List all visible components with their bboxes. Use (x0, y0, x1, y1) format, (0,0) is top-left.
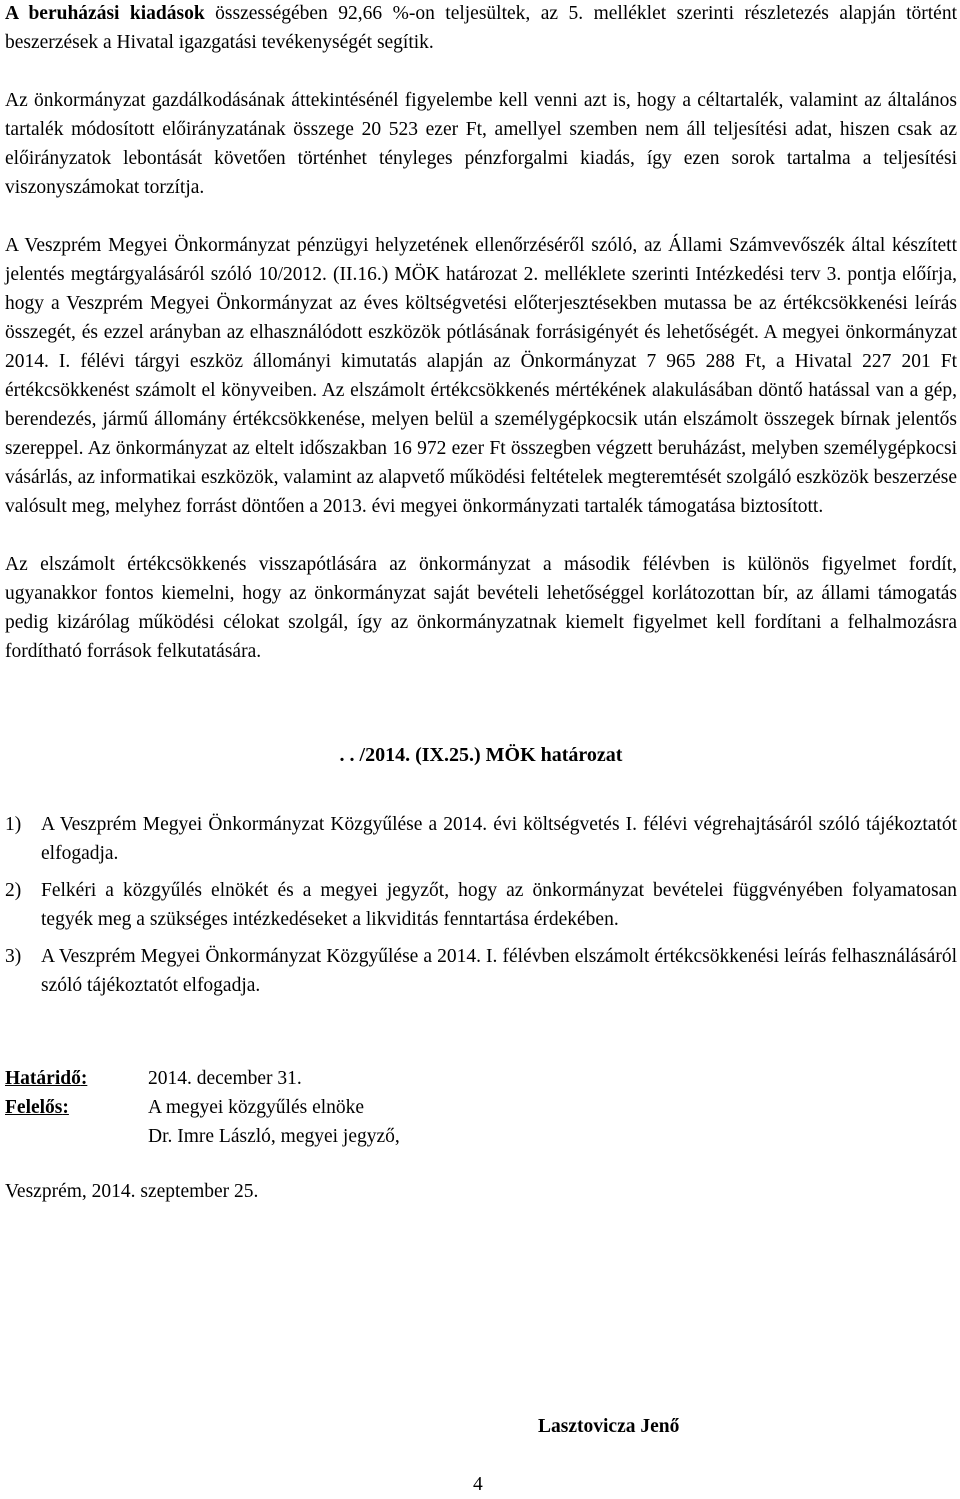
paragraph-investment (5, 0, 957, 57)
resolution-item (5, 876, 957, 934)
deadline-value: 2014. december 31. (148, 1068, 302, 1089)
item-number: 3) (5, 946, 22, 967)
item-text: A Veszprém Megyei Önkormányzat Közgyűlése a 2014. I. félévben elszámolt értékcsökkenési leírás felhasználásáról szóló tájékoztatót elfogadja. (41, 946, 957, 996)
paragraph-reserves: Az önkormányzat gazdálkodásának áttekintésénél figyelembe kell venni azt is, hogy a céltartalék, valamint az általános tartalék módosított előirányzatának összege 20 523 ezer Ft, amellyel szemben nem áll teljesítési adat, hiszen csak az előirányzatok lebontását követően történhet tényleges pénzforgalmi kiadás, így ezen sorok tartalma a teljesítési viszonyszámokat torzítja. (5, 90, 957, 198)
signer-name: Lasztovicza Jenő (538, 1416, 680, 1437)
deadline-label: Határidő: (5, 1068, 88, 1089)
page-number: 4 (473, 1474, 483, 1495)
responsible-value: A megyei közgyűlés elnöke (148, 1097, 365, 1118)
item-text: A Veszprém Megyei Önkormányzat Közgyűlése a 2014. évi költségvetés I. félévi végrehajtásáról szóló tájékoztatót elfogadja. (41, 814, 957, 864)
item-text: Felkéri a közgyűlés elnökét és a megyei jegyzőt, hogy az önkormányzat bevételei függvényében folyamatosan tegyék meg a szükséges intézkedéseket a likviditás fenntartása érdekében. (41, 880, 957, 930)
place-date: Veszprém, 2014. szeptember 25. (5, 1181, 259, 1202)
paragraph-rest: összességében 92,66 %-on teljesültek, az 5. melléklet szerinti részletezés alapján történt beszerzések a Hivatal igazgatási tevékenységét segítik. (5, 3, 957, 53)
responsible-row (5, 1093, 957, 1122)
responsible-label: Felelős: (5, 1097, 69, 1118)
paragraph-depreciation: A Veszprém Megyei Önkormányzat pénzügyi helyzetének ellenőrzéséről szóló, az Állami Számvevőszék által készített jelentés megtárgyalásáról szóló 10/2012. (II.16.) MÖK határozat 2. melléklete szerinti Intézkedési terv 3. pontja előírja, hogy a Veszprém Megyei Önkormányzat az éves költségvetési előterjesztésekben mutassa be az értékcsökkenési leírás összegét, és ezzel arányban az elhasználódott eszközök pótlásának forrásigényét és lehetőségét. A megyei önkormányzat 2014. I. félévi tárgyi eszköz állományi kimutatás alapján az Önkormányzat 7 965 288 Ft, a Hivatal 227 201 Ft értékcsökkenést számolt el könyveiben. Az elszámolt értékcsökkenés mértékének alakulásában döntő hatással van a gép, berendezés, jármű állomány értékcsökkenése, melyen belül a személygépkocsik után elszámolt összegek bírnak jelentős szereppel. Az önkormányzat az eltelt időszakban 16 972 ezer Ft összegben végzett beruházást, melyben személygépkocsi vásárlás, az informatikai eszközök, valamint az alapvető működési feltételek megteremtését szolgáló eszközök beszerzése valósult meg, melyhez forrást döntően a 2013. évi megyei önkormányzati tartalék támogatása biztosított. (5, 235, 957, 517)
responsible-value-2: Dr. Imre László, megyei jegyző, (148, 1126, 400, 1147)
resolution-item (5, 810, 957, 868)
paragraph-lead-bold: A beruházási kiadások (5, 3, 205, 24)
paragraph-replacement: Az elszámolt értékcsökkenés visszapótlására az önkormányzat a második félévben is különös figyelmet fordít, ugyanakkor fontos kiemelni, hogy az önkormányzat saját bevételi lehetőséggel korlátozottan bír, az állami támogatás pedig kizárólag működési célokat szolgál, így az önkormányzatnak kiemelt figyelmet kell fordítani a felhalmozásra fordítható források felkutatására. (5, 554, 957, 662)
item-number: 1) (5, 814, 22, 835)
document-page (5, 0, 957, 1206)
item-number: 2) (5, 880, 22, 901)
resolution-title: . . /2014. (IX.25.) MÖK határozat (339, 744, 623, 766)
deadline-row (5, 1064, 957, 1093)
resolution-item (5, 942, 957, 1000)
responsible-row-2 (5, 1122, 957, 1151)
